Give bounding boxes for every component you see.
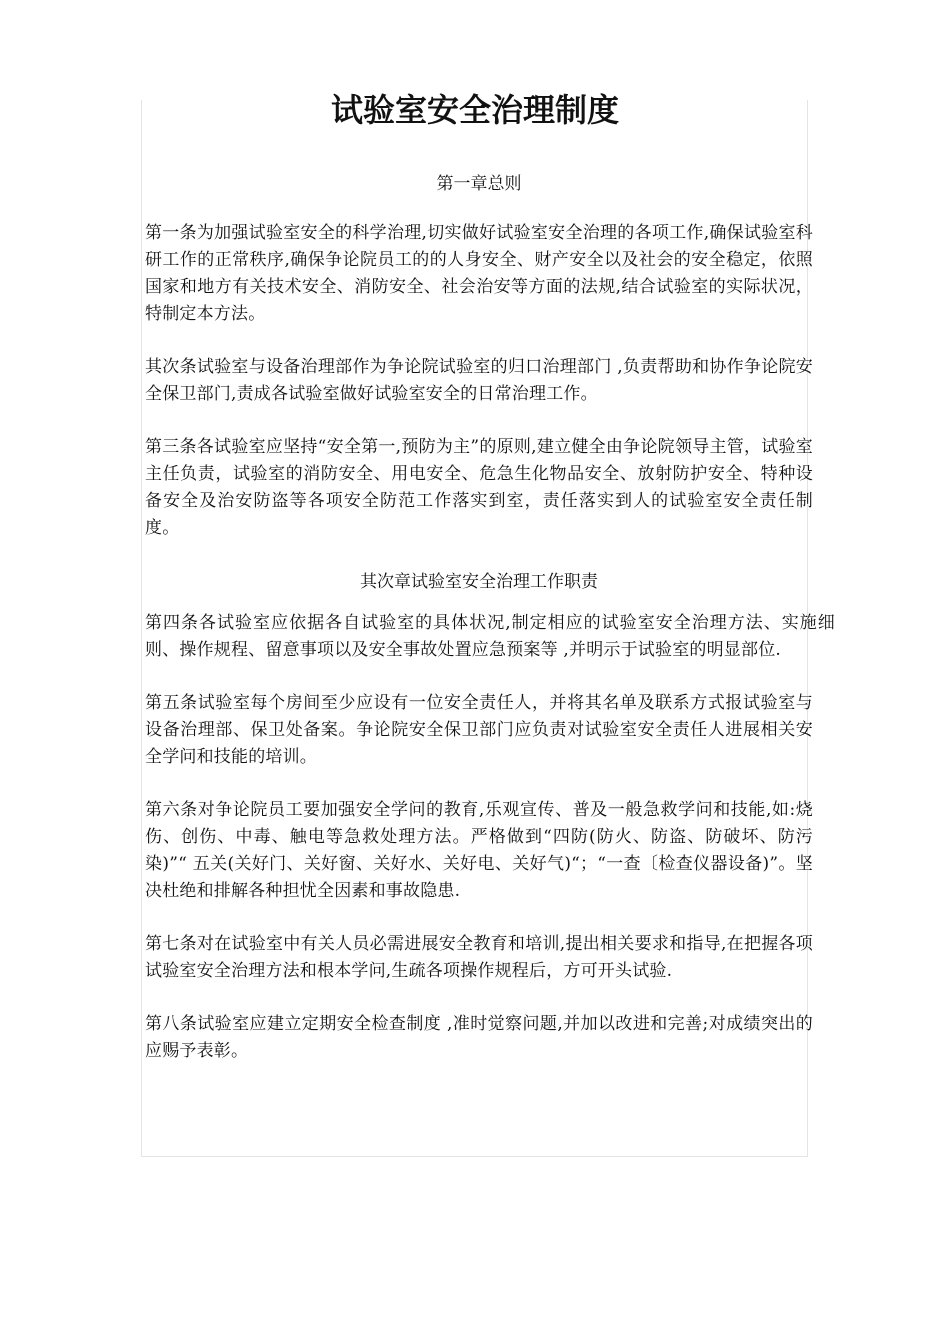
article-4: 第四条各试验室应依据各自试验室的具体状况,制定相应的试验室安全治理方法、实施细则、操作规程、留意事项以及安全事故处置应急预案等 ,并明示于试验室的明显部位. bbox=[145, 613, 835, 660]
article-7: 第七条对在试验室中有关人员必需进展安全教育和培训,提出相关要求和指导,在把握各项试验室安全治理方法和根本学问,生疏各项操作规程后，方可开头试验. bbox=[145, 934, 813, 981]
article-3: 第三条各试验室应坚持“安全第一,预防为主”的原则,建立健全由争论院领导主管，试验室主任负责，试验室的消防安全、用电安全、危急生化物品安全、放射防护安全、特种设备安全及治安防盗等各项安全防范工作落实到室，责任落实到人的试验室安全责任制度。 bbox=[145, 437, 813, 538]
article-1: 第一条为加强试验室安全的科学治理,切实做好试验室安全治理的各项工作,确保试验室科研工作的正常秩序,确保争论院员工的的人身安全、财产安全以及社会的安全稳定，依照国家和地方有关技术安全、消防安全、社会治安等方面的法规,结合试验室的实际状况，特制定本方法。 bbox=[145, 223, 813, 324]
chapter-1-heading: 第一章总则 bbox=[436, 174, 522, 194]
article-5: 第五条试验室每个房间至少应设有一位安全责任人，并将其名单及联系方式报试验室与设备治理部、保卫处备案。争论院安全保卫部门应负责对试验室安全责任人进展相关安全学问和技能的培训。 bbox=[145, 693, 813, 767]
article-2: 其次条试验室与设备治理部作为争论院试验室的归口治理部门 ,负责帮助和协作争论院安全保卫部门,责成各试验室做好试验室安全的日常治理工作。 bbox=[145, 357, 813, 404]
article-6: 第六条对争论院员工要加强安全学问的教育,乐观宣传、普及一般急救学问和技能,如:烧伤、创伤、中毒、触电等急救处理方法。严格做到“四防(防火、防盗、防破坏、防污染)”“ 五关(关好门、关好窗、关好水、关好电、关好气)“；“一查〔检查仪器设备)”。坚决杜绝和排解各种担忧全因素和事故隐患. bbox=[145, 800, 813, 901]
document-title: 试验室安全治理制度 bbox=[330, 91, 619, 129]
chapter-2-heading: 其次章试验室安全治理工作职责 bbox=[360, 572, 598, 592]
article-8: 第八条试验室应建立定期安全检查制度 ,准时觉察问题,并加以改进和完善;对成绩突出的应赐予表彰。 bbox=[145, 1014, 813, 1061]
document-body bbox=[145, 170, 835, 1091]
